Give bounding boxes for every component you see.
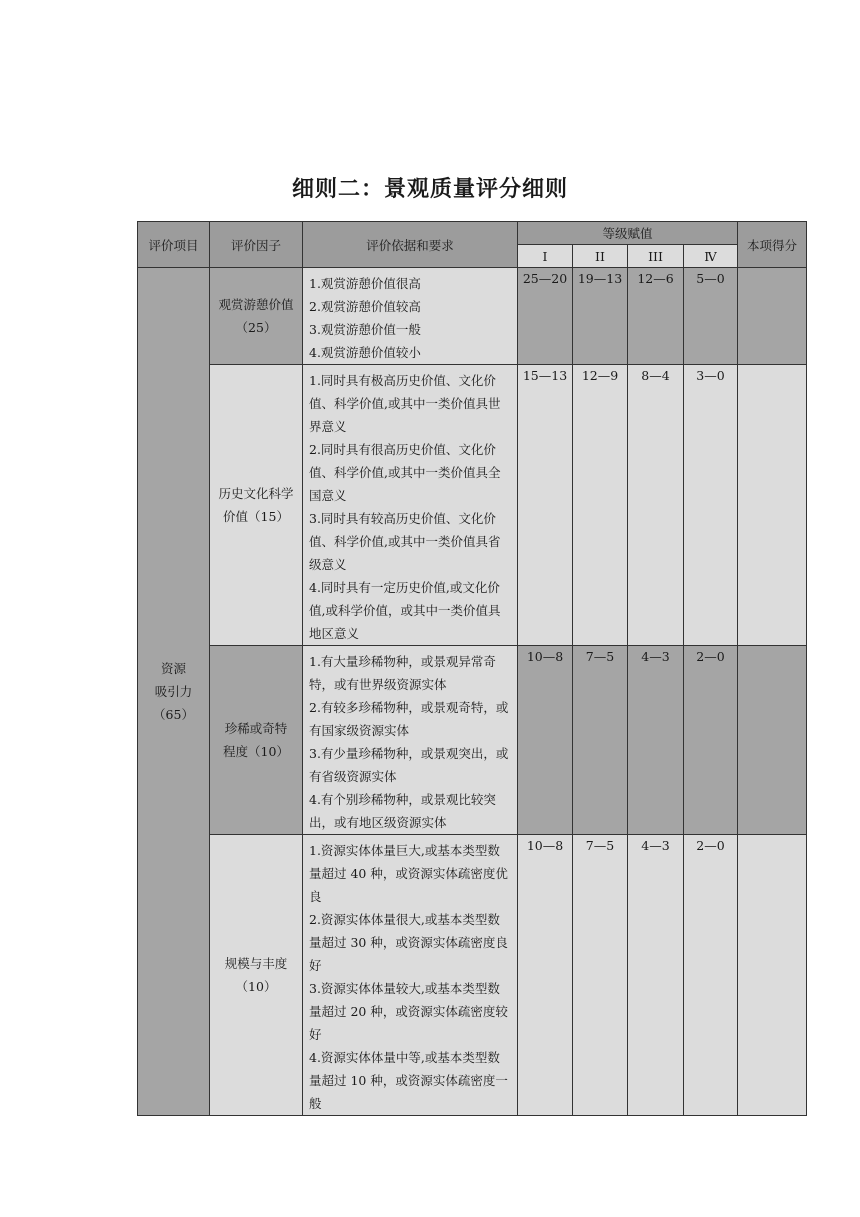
grade-cell: 25—20 (518, 268, 573, 365)
grade-cell: 12—6 (628, 268, 684, 365)
grade-cell: 5—0 (684, 268, 738, 365)
requirement-line: 级意义 (309, 557, 347, 572)
page-title: 细则二：景观质量评分细则 (291, 177, 568, 202)
requirement-line: 3.同时具有较高历史价值、文化价 (309, 511, 496, 526)
requirement-line: 出，或有地区级资源实体 (309, 815, 447, 830)
requirement-line: 好 (309, 1027, 322, 1042)
category-line2: 吸引力 (154, 684, 193, 699)
requirement-line: 国意义 (309, 488, 347, 503)
header-grade-3: III (628, 245, 684, 268)
header-grade-group: 等级赋值 (518, 222, 738, 245)
header-grade-4: Ⅳ (684, 245, 738, 268)
scoring-table (137, 221, 807, 1116)
grade-cell: 19—13 (573, 268, 628, 365)
requirement-line: 3.资源实体体量较大,或基本类型数 (309, 981, 500, 996)
requirement-line: 量超过 40 种，或资源实体疏密度优 (309, 866, 508, 881)
requirement-line: 有省级资源实体 (309, 769, 397, 784)
factor-cell (210, 835, 303, 1116)
score-cell[interactable] (738, 268, 807, 365)
factor-line2: 价值（15） (223, 509, 289, 524)
requirements-cell (303, 268, 518, 365)
requirement-line: 2.观赏游憩价值较高 (309, 299, 421, 314)
factor-cell (210, 646, 303, 835)
grade-cell: 7—5 (573, 646, 628, 835)
requirement-line: 量超过 20 种，或资源实体疏密度较 (309, 1004, 508, 1019)
grade-cell: 15—13 (518, 365, 573, 646)
requirement-line: 值、科学价值,或其中一类价值具世 (309, 396, 501, 411)
requirement-line: 1.有大量珍稀物种，或景观异常奇 (309, 654, 496, 669)
category-cell (138, 268, 210, 1116)
table-row (138, 365, 807, 646)
header-basis: 评价依据和要求 (303, 222, 518, 268)
requirement-line: 4.资源实体体量中等,或基本类型数 (309, 1050, 500, 1065)
requirement-line: 值、科学价值,或其中一类价值具全 (309, 465, 501, 480)
header-score: 本项得分 (738, 222, 807, 268)
requirement-line: 2.资源实体体量很大,或基本类型数 (309, 912, 500, 927)
requirement-line: 特，或有世界级资源实体 (309, 677, 447, 692)
grade-cell: 2—0 (684, 835, 738, 1116)
requirement-line: 1.同时具有极高历史价值、文化价 (309, 373, 496, 388)
grade-cell: 2—0 (684, 646, 738, 835)
grade-cell: 10—8 (518, 835, 573, 1116)
requirement-line: 3.有少量珍稀物种，或景观突出，或 (309, 746, 509, 761)
requirement-line: 地区意义 (309, 626, 360, 641)
requirements-cell (303, 835, 518, 1116)
header-grade-2: II (573, 245, 628, 268)
requirement-line: 有国家级资源实体 (309, 723, 410, 738)
requirements-cell (303, 365, 518, 646)
factor-line1: 规模与丰度 (224, 956, 288, 971)
score-cell[interactable] (738, 365, 807, 646)
requirement-line: 良 (309, 889, 322, 904)
score-cell[interactable] (738, 835, 807, 1116)
requirement-line: 好 (309, 958, 322, 973)
requirement-line: 3.观赏游憩价值一般 (309, 322, 421, 337)
table-row (138, 835, 807, 1116)
grade-cell: 3—0 (684, 365, 738, 646)
requirement-line: 2.同时具有很高历史价值、文化价 (309, 442, 496, 457)
header-item: 评价项目 (138, 222, 210, 268)
score-cell[interactable] (738, 646, 807, 835)
grade-cell: 4—3 (628, 835, 684, 1116)
grade-cell: 8—4 (628, 365, 684, 646)
factor-cell (210, 365, 303, 646)
grade-cell: 10—8 (518, 646, 573, 835)
grade-cell: 12—9 (573, 365, 628, 646)
category-line1: 资源 (160, 661, 186, 676)
factor-line2: （10） (235, 979, 277, 994)
category-line3: （65） (153, 707, 194, 722)
requirement-line: 量超过 30 种，或资源实体疏密度良 (309, 935, 508, 950)
header-factor: 评价因子 (210, 222, 303, 268)
requirement-line: 4.同时具有一定历史价值,或文化价 (309, 580, 500, 595)
factor-cell (210, 268, 303, 365)
requirement-line: 1.观赏游憩价值很高 (309, 276, 421, 291)
factor-line2: （25） (235, 320, 277, 335)
requirement-line: 界意义 (309, 419, 347, 434)
factor-line1: 观赏游憩价值 (218, 297, 294, 312)
requirement-line: 2.有较多珍稀物种，或景观奇特，或 (309, 700, 509, 715)
requirement-line: 值,或科学价值，或其中一类价值具 (309, 603, 501, 618)
requirement-line: 值、科学价值,或其中一类价值具省 (309, 534, 501, 549)
factor-line1: 珍稀或奇特 (224, 721, 288, 736)
grade-cell: 4—3 (628, 646, 684, 835)
table-row (138, 646, 807, 835)
requirement-line: 1.资源实体体量巨大,或基本类型数 (309, 843, 500, 858)
requirements-cell (303, 646, 518, 835)
factor-line1: 历史文化科学 (218, 486, 294, 501)
table-row (138, 268, 807, 365)
factor-line2: 程度（10） (223, 744, 289, 759)
header-grade-1: I (518, 245, 573, 268)
requirement-line: 般 (309, 1096, 322, 1111)
requirement-line: 量超过 10 种，或资源实体疏密度一 (309, 1073, 508, 1088)
requirement-line: 4.观赏游憩价值较小 (309, 345, 421, 360)
requirement-line: 4.有个别珍稀物种，或景观比较突 (309, 792, 496, 807)
grade-cell: 7—5 (573, 835, 628, 1116)
